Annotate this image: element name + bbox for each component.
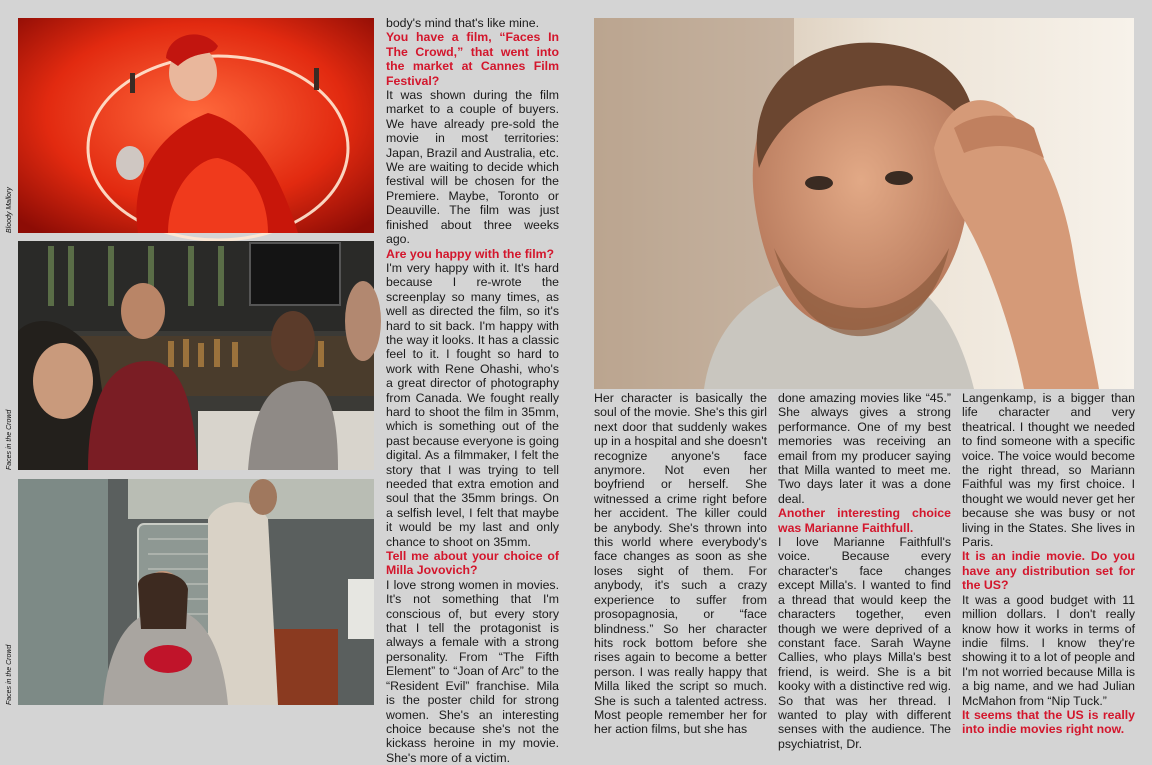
interview-question: Are you happy with the film?	[386, 246, 555, 261]
interview-question: Tell me about your choice of Milla Jovovich?	[386, 549, 559, 578]
text-column-2	[594, 391, 767, 737]
photo-bloody-mallory	[18, 18, 374, 233]
photo-credit: Faces in the Crowd	[6, 409, 13, 470]
answer-paragraph: It was a good budget with 11 million dollars. I don't really know how it works in terms of indie films. I know they're showing it to a lot of people and I'm not worried because Milla is a big name, and we had Julian McMahon from “Nip Tuck.”	[962, 592, 1135, 708]
text-column-4	[962, 391, 1135, 737]
answer-paragraph: I'm very happy with it. It's hard because I re-wrote the screenplay so many times, as well as directed the film, so it's hard to sit back. I'm happy with the way it looks. It has a classic feel to it. I fought so hard to work with Rene Ohashi, who's a great director of photography from Canada. We fought really hard to shoot the film in 35mm, which is something out of the past because everyone is going digital. As a filmmaker, I felt the story that I was trying to tell needed that extra emotion and soul that the 35mm brings. On a selfish level, I felt that maybe it would be my last and only chance to shoot on 35mm.	[386, 260, 559, 549]
interview-question: It is an indie movie. Do you have any distribution set for the US?	[962, 549, 1135, 593]
answer-paragraph: I love Marianne Faithfull's voice. Because every character's face changes except Milla's. I wanted to find a thread that would keep the characters together, even though we were deprived of a constant face. Sarah Wayne Callies, who plays Milla's best friend, is weird. She is a bit kooky with a distinctive red wig. So that was her thread. I wanted to play with different senses with the audience. The psychiatrist, Dr.	[778, 535, 951, 751]
answer-paragraph: It was shown during the film market to a couple of buyers. We have already pre-sold the movie in most territories: Japan, Brazil and Australia, etc. We are waiting to decide which festival will be chosen for the Premiere. Maybe, Toronto or Deauville. The film was just finished about three weeks ago.	[386, 88, 559, 247]
answer-paragraph: Her character is basically the soul of the movie. She's this girl next door that suddenly wakes up in a hospital and she doesn't recognize anyone's face anymore. Not even her boyfriend or herself. She witnessed a crime right before her accident. The killer could be anybody. She's thrown into this world where everybody's face changes as soon as she loses sight of them. For anybody, it's such a crazy experience to suffer from prosopagnosia, or “face blindness.” So her character hits rock bottom before she rises again to become a better person. I was really happy that Milla liked the script so much. She is such a talented actress. Most people remember her for her action films, but she has	[594, 391, 767, 737]
interview-question: Another interesting choice was Marianne Faithfull.	[778, 506, 951, 535]
answer-paragraph: done amazing movies like “45.” She always gives a strong performance. One of my best memories was receiving an email from my producer saying that Milla wanted to meet me. Two days later it was a done deal.	[778, 391, 951, 506]
text-column-1	[386, 16, 559, 765]
answer-paragraph: body's mind that's like mine.	[386, 16, 540, 30]
interview-question: You have a film, “Faces In The Crowd,” that went into the market at Cannes Film Festival?	[386, 30, 559, 88]
interview-question: It seems that the US is really into indie movies right now.	[962, 707, 1135, 737]
photo-portrait	[594, 18, 1134, 389]
photo-faces-in-the-crowd-bar	[18, 241, 374, 470]
photo-credit: Faces in the Crowd	[6, 644, 13, 705]
photo-faces-in-the-crowd-train	[18, 479, 374, 705]
photo-credit: Bloody Mallory	[6, 187, 13, 233]
text-column-3	[778, 391, 951, 751]
answer-paragraph: Langenkamp, is a bigger than life character and very theatrical. I thought we needed to find someone with a specific voice. The voice would become the right thread, so Mariann Faithful was my first choice. I thought we would never get her because she was busy or not living in the States. She lives in Paris.	[962, 391, 1135, 550]
answer-paragraph: I love strong women in movies. It's not something that I'm conscious of, but every story that I tell the protagonist is always a female with a strong personality. From “The Fifth Element” to “Joan of Arc” to the “Resident Evil” franchise. Mila is the poster child for strong women. She's an interesting choice because she's not the kickass heroine in my movie. She's more of a victim.	[386, 577, 559, 765]
